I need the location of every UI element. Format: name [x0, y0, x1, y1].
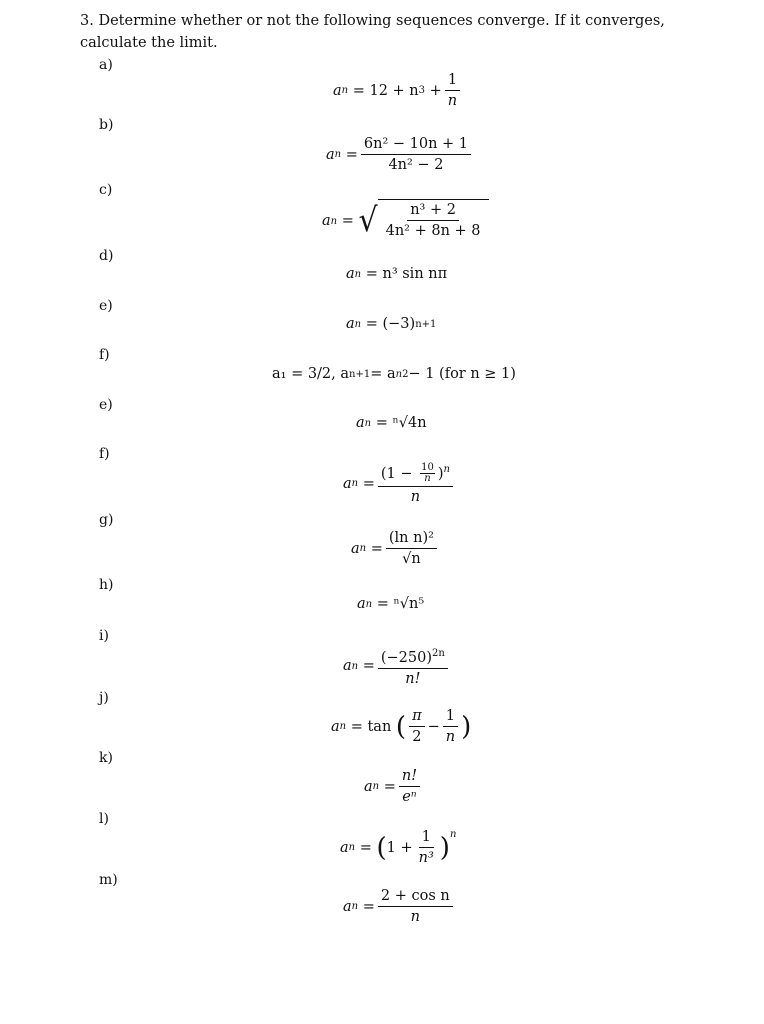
formula-a: a n = 12 + n 3 + $\frac{1}{n}$ — [333, 72, 463, 109]
part-label: e) — [99, 397, 113, 413]
part-label: f) — [99, 446, 110, 462]
part-label: h) — [99, 577, 114, 593]
part-label: a) — [99, 57, 113, 73]
part-label: l) — [99, 811, 109, 827]
formula-l: a n = ( 1 + $\frac{1}{\text{n³}}$ ) $^n$ — [340, 829, 457, 866]
part-label: j) — [99, 690, 109, 706]
part-label: d) — [99, 248, 114, 264]
formula-m: a n = $\frac{\text{2 + cos n}}{n}$ — [343, 888, 456, 925]
formula-e2: a n = ⁿ√4n — [356, 415, 427, 431]
formula-f: a₁ = 3/2, a n+1 = a n 2 − 1 (for n ≥ 1) — [272, 366, 516, 382]
part-label: g) — [99, 512, 114, 528]
formula-k: a n = $\frac{n!}{\text{eⁿ}}$ — [364, 768, 423, 805]
part-label: i) — [99, 628, 109, 644]
part-label: c) — [99, 182, 113, 198]
formula-i: a n = $\frac{(-250)^{2n}}{n!}$ — [343, 646, 451, 687]
part-label: m) — [99, 872, 118, 888]
part-label: b) — [99, 117, 114, 133]
formula-b: a n = $\frac{\text{6n² − 10n + 1}}{\text{4n² − 2}}$ — [326, 136, 474, 173]
formula-h: a n = ⁿ√n⁵ — [357, 596, 425, 612]
part-label: e) — [99, 298, 113, 314]
problem-text: Determine whether or not the following sequences converge. If it converges, calculate the limit. — [80, 13, 665, 51]
part-label: k) — [99, 750, 113, 766]
formula-j: a n = tan ( $\frac{\pi}{2}$ − $\frac{1}{n}$ ) — [331, 708, 472, 745]
problem-number: 3. — [80, 13, 94, 29]
part-label: f) — [99, 347, 110, 363]
formula-d: a n = n³ sin nπ — [346, 266, 448, 282]
problem-statement — [80, 10, 700, 54]
formula-e: a n = (−3) n+1 — [346, 316, 437, 332]
formula-g: a n = $\frac{\text{(ln n)²}}{√n}$ — [351, 530, 440, 567]
formula-f2: a n = (1 − $\frac{10}{n}$ )$^n$ n — [343, 462, 456, 505]
formula-c: a n = √ $\frac{\text{n³ + 2}}{\text{4n² + 8n + 8}}$ — [322, 199, 489, 243]
